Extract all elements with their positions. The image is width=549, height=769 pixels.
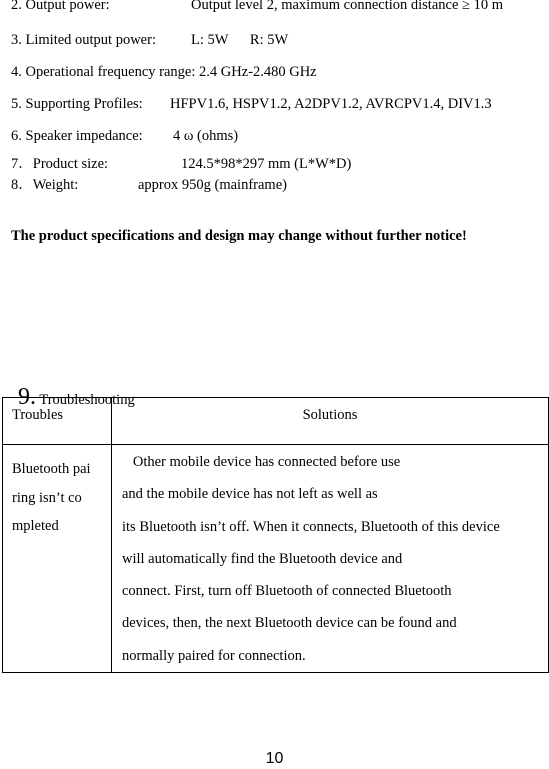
spec-value: 4 ω (ohms) xyxy=(173,128,239,144)
spec-value: L: 5W R: 5W xyxy=(191,32,289,48)
page-number: 10 xyxy=(265,750,284,767)
solution-text: Other mobile device has connected before use and the mobile device has not left as well as its Bluetooth isn’t off. When it connects, Bluetooth of this device will automatically find the Bluetooth device and connect. First, turn off Bluetooth of connected Bluetooth devices, then, the next Bluetooth device can be found and normally paired for connection. xyxy=(122,454,500,664)
spec-value: Output level 2, maximum connection distance ≥ 10 m xyxy=(191,0,503,13)
header-cell-troubles: Troubles xyxy=(3,398,112,445)
section-title: Troubleshooting xyxy=(36,392,135,408)
spec-label: 7．Product size: xyxy=(11,156,109,172)
trouble-text: Bluetooth pai ring isn’t co mpleted xyxy=(12,461,91,534)
spec-frequency-range xyxy=(11,65,541,81)
spec-label: 2. Output power: xyxy=(11,0,110,13)
spec-output-power xyxy=(11,0,541,14)
spec-product-size xyxy=(11,157,541,173)
spec-value: 124.5*98*297 mm (L*W*D) xyxy=(181,156,352,172)
spec-supporting-profiles xyxy=(11,97,541,113)
header-cell-solutions: Solutions xyxy=(112,398,549,445)
spec-speaker-impedance xyxy=(11,129,541,145)
table-header-row xyxy=(3,398,549,445)
solution-cell xyxy=(112,445,549,673)
change-notice: The product specifications and design may change without further notice! xyxy=(11,228,467,244)
spec-weight xyxy=(11,178,541,194)
table-row xyxy=(3,445,549,673)
spec-label: 3. Limited output power: xyxy=(11,32,156,48)
spec-value: HFPV1.6, HSPV1.2, A2DPV1.2, AVRCPV1.4, DIV1.3 xyxy=(170,96,492,112)
troubleshooting-table xyxy=(2,397,549,673)
spec-value: approx 950g (mainframe) xyxy=(138,177,287,193)
section-number: 9. xyxy=(18,384,36,410)
trouble-cell xyxy=(3,445,112,673)
spec-label: 6. Speaker impedance: xyxy=(11,128,143,144)
spec-limited-output-power xyxy=(11,33,541,49)
spec-label: 4. Operational frequency range: 2.4 GHz-2.480 GHz xyxy=(11,64,317,80)
spec-label: 5. Supporting Profiles: xyxy=(11,96,143,112)
spec-label: 8．Weight: xyxy=(11,177,79,193)
